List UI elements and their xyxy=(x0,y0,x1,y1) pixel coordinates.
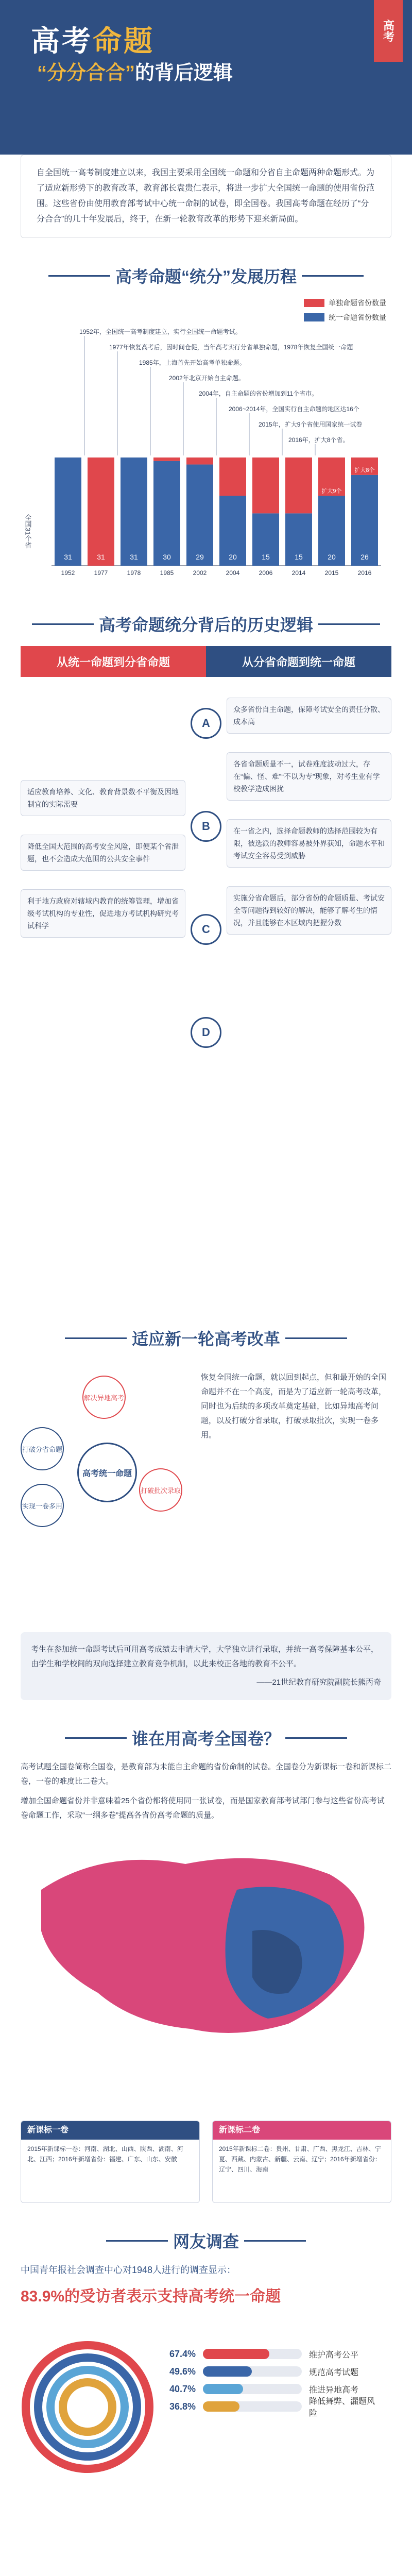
section-title-logic xyxy=(0,612,412,636)
page-subtitle xyxy=(37,57,233,85)
survey-lead: 中国青年报社会调查中心对1948人进行的调查显示： xyxy=(21,2265,236,2275)
map-block xyxy=(21,1760,391,2203)
title-rule-right xyxy=(244,2240,306,2242)
left-item: 降低全国大范围的高考安全风险，即便某个省泄题，也不会造成大范围的公共安全事件 xyxy=(21,835,185,871)
badge-ribbon: 高考 xyxy=(374,0,403,62)
y-axis-label: 全国31个省 xyxy=(24,514,32,549)
x-tick-label: 1978 xyxy=(127,569,141,577)
letter-markers xyxy=(191,708,221,1120)
subtitle-quote: “分分合合” xyxy=(37,62,135,84)
bar-value-label: 29 xyxy=(196,553,204,561)
row-label: 降低舞弊、漏题风险 xyxy=(309,2397,375,2418)
annotation-text: 2015年，扩大9个省使用国家统一试卷 xyxy=(259,421,363,428)
row-pct: 67.4% xyxy=(169,2348,196,2359)
bar-value-label: 31 xyxy=(64,553,72,561)
history-logic xyxy=(21,646,391,1300)
survey-headline: 83.9%的受访者表示支持高考统一命题 xyxy=(21,2288,281,2305)
section-title-history xyxy=(0,264,412,287)
right-item: 各省命题质量不一，试卷难度波动过大，存在“偏、怪、难”“不以为专”现象，对考生业有学校教学造成困扰 xyxy=(227,752,391,801)
bar-single xyxy=(186,457,213,465)
section-title-users xyxy=(0,1726,412,1750)
legend-item-single xyxy=(304,298,386,308)
ring-4 xyxy=(63,2382,112,2432)
x-tick-label: 1952 xyxy=(61,569,75,577)
right-item: 实施分省命题后，部分省份的命题质量、考试安全等问题得到较好的解决，能够了解考生的情况，并且能够在本区域内把握分数 xyxy=(227,886,391,935)
x-tick-label: 1977 xyxy=(94,569,108,577)
history-heads xyxy=(21,646,391,677)
bar-single xyxy=(252,457,279,513)
row-label: 维护高考公平 xyxy=(309,2350,359,2360)
intro-paragraph: 自全国统一高考制度建立以来，我国主要采用全国统一命题和分省自主命题两种命题形式。为了适应新形势下的教育改革，教育部长袁贵仁表示，将进一步扩大全国统一命题的使用省份范围。这些省份由使用教育部考试中心统一命制的试卷，即全国卷。我国高考命题在经历了“分分合合”的几十年发展后，终于，在新一轮教育改革的形势下迎来新局面。 xyxy=(21,155,391,238)
legend-label-single: 单独命题省份数量 xyxy=(329,299,386,307)
card-paper-2 xyxy=(212,2121,391,2203)
survey-block xyxy=(21,2263,391,2576)
right-item: 众多省份自主命题，保障考试安全的责任分散、成本高 xyxy=(227,698,391,734)
right-item: 在一省之内，选择命题教师的选择范围较为有限，被选派的教师容易被外界获知，命题水平和考试安全容易受到威胁 xyxy=(227,819,391,868)
card-paper-2-head: 新课标二卷 xyxy=(213,2121,391,2140)
row-pct: 49.6% xyxy=(169,2366,196,2377)
map-paragraph-2: 增加全国命题省份并非意味着25个省份都将使用同一张试卷，而是国家教育部考试部门参与这些省份高考试卷命题工作，采取“一纲多卷”提高各省份高考命题的质量。 xyxy=(21,1797,385,1820)
chart-legend xyxy=(304,298,386,327)
survey-bars xyxy=(160,2345,376,2418)
annotation-text: 2016年，扩大8个省。 xyxy=(288,436,349,444)
right-column xyxy=(227,698,391,953)
row-pct: 36.8% xyxy=(169,2401,196,2412)
title-rule-right xyxy=(285,1337,347,1339)
letter-d: D xyxy=(191,1017,221,1048)
row-track xyxy=(203,2401,302,2412)
section-title-survey xyxy=(0,2229,412,2252)
right-head: 从分省命题到统一命题 xyxy=(206,646,391,677)
node-one-paper: 实现一卷多用 xyxy=(21,1484,64,1527)
title-rule-right xyxy=(285,1737,347,1739)
row-fill xyxy=(203,2349,269,2359)
bar-value-label: 26 xyxy=(360,553,369,561)
bar-value-label: 20 xyxy=(229,553,237,561)
section2-title: 高考命题统分背后的历史逻辑 xyxy=(98,616,313,634)
x-tick-label: 2016 xyxy=(357,569,372,577)
title-rule-left xyxy=(65,1337,127,1339)
row-track xyxy=(203,2366,302,2377)
x-tick-label: 2004 xyxy=(226,569,240,577)
bar-value-label: 15 xyxy=(295,553,303,561)
reform-text: 恢复全国统一命题，就以回到起点，但和最开始的全国命题并不在一个高度，而是为了适应新一轮高考改革，同时也为后续的多项改革奠定基础，比如异地高考问题，以及打破分省录取，打破录取批次，实现一卷多用。 xyxy=(201,1373,387,1439)
bar-single xyxy=(88,457,114,566)
bar-single xyxy=(153,457,180,461)
legend-swatch-single xyxy=(304,299,324,307)
title-part-b: 命题 xyxy=(93,25,154,57)
title-rule-right xyxy=(302,275,364,277)
node-remote-exam: 解决异地高考 xyxy=(82,1376,126,1419)
bar-unified xyxy=(121,457,147,566)
letter-c: C xyxy=(191,914,221,945)
history-chart-svg xyxy=(21,298,391,586)
annotation-text: 1952年，全国统一高考制度建立，实行全国统一命题考试。 xyxy=(79,328,242,335)
annotation-text: 2006~2014年，全国实行自主命题的地区达16个 xyxy=(229,405,359,413)
node-cross-province: 打破分省命题 xyxy=(21,1427,64,1470)
bar-value-label: 30 xyxy=(163,553,171,561)
title-part-a: 高考 xyxy=(31,25,93,57)
letter-b: B xyxy=(191,811,221,842)
card-paper-2-body: 2015年新课标二卷：贵州、甘肃、广西、黑龙江、吉林、宁夏、西藏、内蒙古、新疆、云南、辽宁；2016年新增省份：辽宁、四川、海南 xyxy=(219,2145,381,2173)
center-node: 高考统一命题 xyxy=(77,1443,137,1502)
x-tick-label: 2014 xyxy=(291,569,306,577)
bar-overflow-label: 扩大9个 xyxy=(321,488,342,495)
quote-text: 考生在参加统一命题考试后可用高考成绩去申请大学，大学独立进行录取，并统一高考保障基本公平，由学生和学校间的双向选择建立教育竞争机制，以此来校正各地的教育不公平。 xyxy=(31,1645,379,1668)
map-paragraph-1: 高考试题全国卷简称全国卷，是教育部为未能自主命题的省份命制的试卷。全国卷分为新课标一卷和新课标二卷，一卷的难度比二卷大。 xyxy=(21,1762,392,1786)
left-head: 从统一命题到分省命题 xyxy=(21,646,206,677)
bar-single xyxy=(285,457,312,513)
row-fill xyxy=(203,2366,252,2377)
annotation-text: 2004年，自主命题的省份增加到11个省市。 xyxy=(199,390,318,397)
node-batch-admission: 打破批次录取 xyxy=(139,1468,182,1512)
row-label: 推进异地高考 xyxy=(309,2385,359,2395)
row-label: 规范高考试题 xyxy=(309,2368,359,2377)
title-rule-left xyxy=(106,2240,168,2242)
section1-title: 高考命题“统分”发展历程 xyxy=(115,267,297,286)
bar-value-label: 20 xyxy=(328,553,336,561)
card-paper-1 xyxy=(21,2121,200,2203)
left-item: 适应教育培养、文化、教育背景数不平衡及因地制宜的实际需要 xyxy=(21,780,185,816)
bar-unified xyxy=(55,457,81,566)
annotation-text: 1977年恢复高考后，因时间仓促，当年高考实行分省单独命题，1978年恢复全国统一命题 xyxy=(109,344,353,351)
left-item: 利于地方政府对辖域内教育的统筹管理，增加省级考试机构的专业性，促进地方考试机构研究考试科学 xyxy=(21,889,185,938)
legend-swatch-unified xyxy=(304,313,324,321)
row-track xyxy=(203,2384,302,2394)
section3-title: 适应新一轮高考改革 xyxy=(131,1330,280,1348)
page-title xyxy=(31,19,154,60)
card-paper-1-head: 新课标一卷 xyxy=(21,2121,199,2140)
survey-rings xyxy=(21,2340,154,2474)
bar-unified xyxy=(351,475,378,566)
section5-title: 网友调查 xyxy=(173,2232,239,2251)
survey-row xyxy=(160,2345,376,2363)
history-chart xyxy=(21,298,391,586)
row-fill xyxy=(203,2401,239,2412)
header-banner xyxy=(0,0,412,155)
x-tick-label: 1985 xyxy=(160,569,174,577)
annotation-text: 1985年，上海首先开始高考单独命题。 xyxy=(139,359,246,366)
subtitle-rest: 的背后逻辑 xyxy=(135,62,233,84)
legend-item-unified xyxy=(304,312,386,323)
ring-1 xyxy=(26,2345,149,2469)
bar-value-label: 31 xyxy=(130,553,138,561)
title-rule-left xyxy=(65,1737,127,1739)
x-tick-label: 2002 xyxy=(193,569,207,577)
bar-value-label: 31 xyxy=(97,553,105,561)
bar-value-label: 15 xyxy=(262,553,270,561)
row-pct: 40.7% xyxy=(169,2383,196,2394)
x-tick-label: 2015 xyxy=(324,569,339,577)
section-title-reform xyxy=(0,1326,412,1350)
title-rule-left xyxy=(32,623,94,625)
section4-title: 谁在用高考全国卷？ xyxy=(131,1730,280,1748)
card-paper-1-body: 2015年新课标一卷：河南、湖北、山西、陕西、湖南、河北、江西；2016年新增省份：福建、广东、山东、安徽 xyxy=(27,2145,183,2163)
bar-overflow-label: 扩大8个 xyxy=(354,467,375,473)
china-map xyxy=(21,1828,391,2044)
x-tick-label: 2006 xyxy=(259,569,273,577)
survey-row xyxy=(160,2363,376,2380)
title-rule-left xyxy=(48,275,110,277)
expert-quote xyxy=(21,1632,391,1700)
row-track xyxy=(203,2349,302,2359)
legend-label-unified: 统一命题省份数量 xyxy=(329,313,386,321)
bar-unified xyxy=(186,465,213,566)
row-fill xyxy=(203,2384,243,2394)
paper-legend xyxy=(21,2121,391,2203)
annotation-text: 2002年北京开始自主命题。 xyxy=(169,375,245,382)
letter-a: A xyxy=(191,708,221,739)
title-rule-right xyxy=(318,623,380,625)
reform-block xyxy=(21,1360,391,1700)
bar-single xyxy=(219,457,246,496)
quote-attribution: ——21世纪教育研究院副院长熊丙奇 xyxy=(256,1678,381,1687)
survey-row xyxy=(160,2397,376,2418)
left-column xyxy=(21,780,185,956)
bar-unified xyxy=(153,461,180,566)
reform-diagram xyxy=(21,1365,185,1561)
